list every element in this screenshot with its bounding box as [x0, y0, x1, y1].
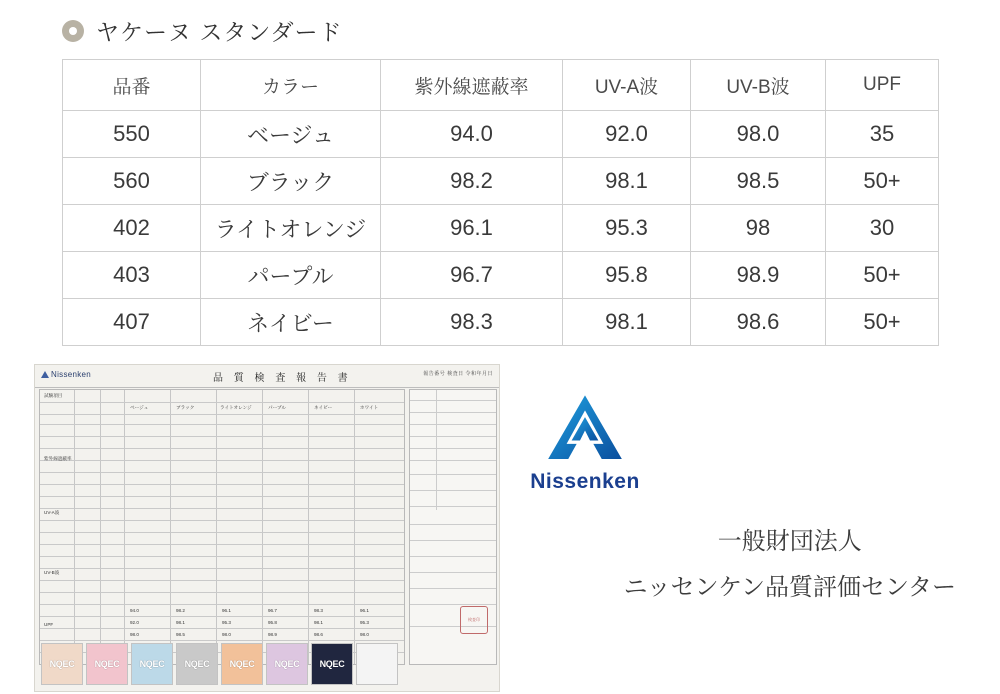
- cell-code: 403: [63, 252, 201, 299]
- swatch-light-blue: [131, 643, 173, 685]
- column-header-color: カラー: [201, 60, 381, 111]
- cell-upf: 35: [826, 111, 939, 158]
- report-row-label: 試験項目: [44, 393, 63, 398]
- report-result-value: 98.3: [314, 608, 323, 613]
- circle-bullet-icon: [62, 20, 84, 42]
- report-row-label: UPF: [44, 622, 54, 627]
- report-inspection-stamp: 検査印: [460, 606, 488, 634]
- cell-uv-shield: 98.3: [381, 299, 563, 346]
- cell-color: パープル: [201, 252, 381, 299]
- organization-block: [624, 519, 956, 610]
- report-column-header: パープル: [268, 405, 286, 410]
- swatch-beige: [41, 643, 83, 685]
- report-swatch-row: [41, 643, 398, 685]
- swatch-label: NQEC: [229, 659, 255, 669]
- report-column-header: ベージュ: [130, 405, 149, 410]
- swatch-light-purple: [266, 643, 308, 685]
- report-column-header: ホワイト: [360, 405, 379, 410]
- report-info-panel: [409, 389, 497, 665]
- report-result-value: 95.3: [222, 620, 231, 625]
- nissenken-brand-name: Nissenken: [530, 470, 640, 493]
- report-result-value: 98.5: [176, 632, 185, 637]
- cell-uva: 98.1: [563, 158, 691, 205]
- cell-uv-shield: 96.7: [381, 252, 563, 299]
- swatch-navy: [311, 643, 353, 685]
- report-result-value: 92.0: [130, 620, 139, 625]
- cell-uva: 98.1: [563, 299, 691, 346]
- report-data-grid: [39, 389, 405, 665]
- cell-code: 550: [63, 111, 201, 158]
- report-result-value: 98.0: [222, 632, 231, 637]
- report-row-label: UV-A波: [44, 510, 60, 515]
- cell-color: ライトオレンジ: [201, 205, 381, 252]
- organization-line-1: 一般財団法人: [717, 528, 862, 555]
- column-header-uva: UV-A波: [563, 60, 691, 111]
- cell-uvb: 98.6: [691, 299, 826, 346]
- swatch-white: [356, 643, 398, 685]
- table-row: [63, 111, 939, 158]
- inspection-report-image: [34, 364, 500, 692]
- nissenken-triangle-icon: [41, 371, 49, 378]
- table-header-row: [63, 60, 939, 111]
- report-result-value: 98.6: [314, 632, 323, 637]
- cell-color: ベージュ: [201, 111, 381, 158]
- report-column-header: ライトオレンジ: [220, 405, 252, 410]
- swatch-label: NQEC: [319, 659, 345, 669]
- swatch-label: NQEC: [274, 659, 300, 669]
- cell-uva: 92.0: [563, 111, 691, 158]
- table-row: [63, 158, 939, 205]
- cell-color: ネイビー: [201, 299, 381, 346]
- report-logo-text: Nissenken: [51, 370, 92, 379]
- spec-table-wrapper: [0, 53, 1000, 346]
- report-result-value: 96.1: [360, 608, 369, 613]
- report-result-value: 98.2: [176, 608, 185, 613]
- swatch-label: NQEC: [184, 659, 210, 669]
- nissenken-logo-icon: [542, 392, 628, 464]
- swatch-label: NQEC: [49, 659, 75, 669]
- report-row-label: UV-B波: [44, 570, 60, 575]
- report-row-label: 紫外線遮蔽率: [44, 456, 72, 461]
- cell-uvb: 98: [691, 205, 826, 252]
- report-header-band: [35, 365, 499, 388]
- cell-upf: 50+: [826, 158, 939, 205]
- section-header: [0, 0, 1000, 53]
- cell-code: 407: [63, 299, 201, 346]
- cell-uv-shield: 96.1: [381, 205, 563, 252]
- report-result-value: 96.1: [222, 608, 231, 613]
- cell-uva: 95.3: [563, 205, 691, 252]
- swatch-grey: [176, 643, 218, 685]
- swatch-label: NQEC: [94, 659, 120, 669]
- column-header-uv-shield: 紫外線遮蔽率: [381, 60, 563, 111]
- swatch-orange: [221, 643, 263, 685]
- report-result-value: 98.0: [360, 632, 369, 637]
- swatch-label: NQEC: [139, 659, 165, 669]
- report-result-value: 98.1: [176, 620, 185, 625]
- cell-upf: 50+: [826, 252, 939, 299]
- table-row: [63, 299, 939, 346]
- report-title: 品 質 検 査 報 告 書: [213, 373, 352, 384]
- column-header-code: 品番: [63, 60, 201, 111]
- cell-uva: 95.8: [563, 252, 691, 299]
- report-column-header: ネイビー: [314, 405, 333, 410]
- cell-color: ブラック: [201, 158, 381, 205]
- report-result-value: 94.0: [130, 608, 139, 613]
- cell-uvb: 98.9: [691, 252, 826, 299]
- cell-uvb: 98.5: [691, 158, 826, 205]
- cell-uvb: 98.0: [691, 111, 826, 158]
- report-result-value: 98.9: [268, 632, 277, 637]
- cell-code: 402: [63, 205, 201, 252]
- report-result-value: 96.7: [268, 608, 277, 613]
- uv-spec-table: [62, 59, 939, 346]
- report-meta: 報告番号 検査日 令和年月日: [423, 371, 493, 377]
- table-row: [63, 252, 939, 299]
- cell-uv-shield: 98.2: [381, 158, 563, 205]
- cell-uv-shield: 94.0: [381, 111, 563, 158]
- lower-section: [0, 364, 1000, 694]
- report-logo: [41, 370, 91, 379]
- column-header-upf: UPF: [826, 60, 939, 111]
- swatch-pink: [86, 643, 128, 685]
- nissenken-brand: [520, 392, 650, 494]
- page-title: ヤケーヌ スタンダード: [96, 19, 343, 45]
- report-result-value: 95.3: [360, 620, 369, 625]
- cell-upf: 30: [826, 205, 939, 252]
- report-result-value: 95.8: [268, 620, 277, 625]
- table-row: [63, 205, 939, 252]
- organization-line-2: ニッセンケン品質評価センター: [623, 573, 956, 601]
- report-column-header: ブラック: [176, 405, 195, 410]
- cell-upf: 50+: [826, 299, 939, 346]
- cell-code: 560: [63, 158, 201, 205]
- column-header-uvb: UV-B波: [691, 60, 826, 111]
- report-result-value: 98.1: [314, 620, 323, 625]
- report-result-value: 98.0: [130, 632, 139, 637]
